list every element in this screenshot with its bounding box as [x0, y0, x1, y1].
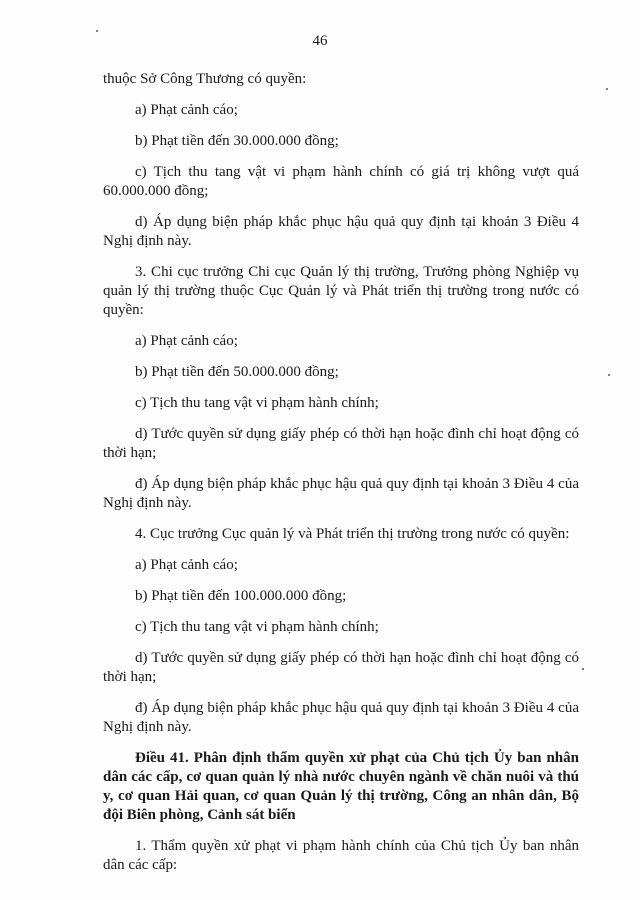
paragraph-item-b: b) Phạt tiền đến 100.000.000 đồng;: [135, 588, 347, 604]
paragraph-item-b: b) Phạt tiền đến 30.000.000 đồng;: [135, 133, 339, 149]
paragraph-item-d: d) Tước quyền sử dụng giấy phép có thời hạn hoặc đình chỉ hoạt động có thời hạn;: [103, 650, 579, 685]
paragraph-item-a: a) Phạt cảnh cáo;: [135, 102, 238, 118]
paragraph-item-c: c) Tịch thu tang vật vi phạm hành chính có giá trị không vượt quá 60.000.000 đồng;: [103, 164, 579, 199]
paragraph-item-dd: đ) Áp dụng biện pháp khắc phục hậu quả quy định tại khoản 3 Điều 4 của Nghị định này.: [103, 700, 579, 735]
article-41-heading: Điều 41. Phân định thẩm quyền xử phạt của Chủ tịch Ủy ban nhân dân các cấp, cơ quan quản lý nhà nước chuyên ngành về chăn nuôi và thú y, cơ quan Hải quan, cơ quan Quản lý thị trường, Công an nhân dân, Bộ đội Biên phòng, Cảnh sát biển: [103, 750, 579, 823]
paragraph-item-dd: đ) Áp dụng biện pháp khắc phục hậu quả quy định tại khoản 3 Điều 4 của Nghị định này.: [103, 476, 579, 511]
page-number: 46: [312, 33, 328, 49]
paragraph-clause-1: 1. Thẩm quyền xử phạt vi phạm hành chính của Chủ tịch Ủy ban nhân dân các cấp:: [103, 838, 579, 873]
paragraph-item-b: b) Phạt tiền đến 50.000.000 đồng;: [135, 364, 339, 380]
paragraph-item-a: a) Phạt cảnh cáo;: [135, 557, 238, 573]
paragraph-continuation: thuộc Sở Công Thương có quyền:: [103, 71, 307, 87]
page-content: [103, 70, 579, 887]
scan-speck: [582, 668, 584, 670]
paragraph-item-d: d) Tước quyền sử dụng giấy phép có thời hạn hoặc đình chỉ hoạt động có thời hạn;: [103, 426, 579, 461]
scan-speck: [608, 374, 610, 376]
scan-speck: [96, 30, 98, 32]
paragraph-item-c: c) Tịch thu tang vật vi phạm hành chính;: [135, 619, 379, 635]
paragraph-clause-4: 4. Cục trưởng Cục quản lý và Phát triển thị trường trong nước có quyền:: [135, 526, 570, 542]
paragraph-item-d: d) Áp dụng biện pháp khắc phục hậu quả quy định tại khoản 3 Điều 4 Nghị định này.: [103, 214, 579, 249]
paragraph-item-a: a) Phạt cảnh cáo;: [135, 333, 238, 349]
scan-speck: [606, 88, 608, 90]
paragraph-item-c: c) Tịch thu tang vật vi phạm hành chính;: [135, 395, 379, 411]
paragraph-clause-3: 3. Chi cục trưởng Chi cục Quản lý thị trường, Trưởng phòng Nghiệp vụ quản lý thị trường thuộc Cục Quản lý và Phát triển thị trường trong nước có quyền:: [103, 264, 579, 318]
